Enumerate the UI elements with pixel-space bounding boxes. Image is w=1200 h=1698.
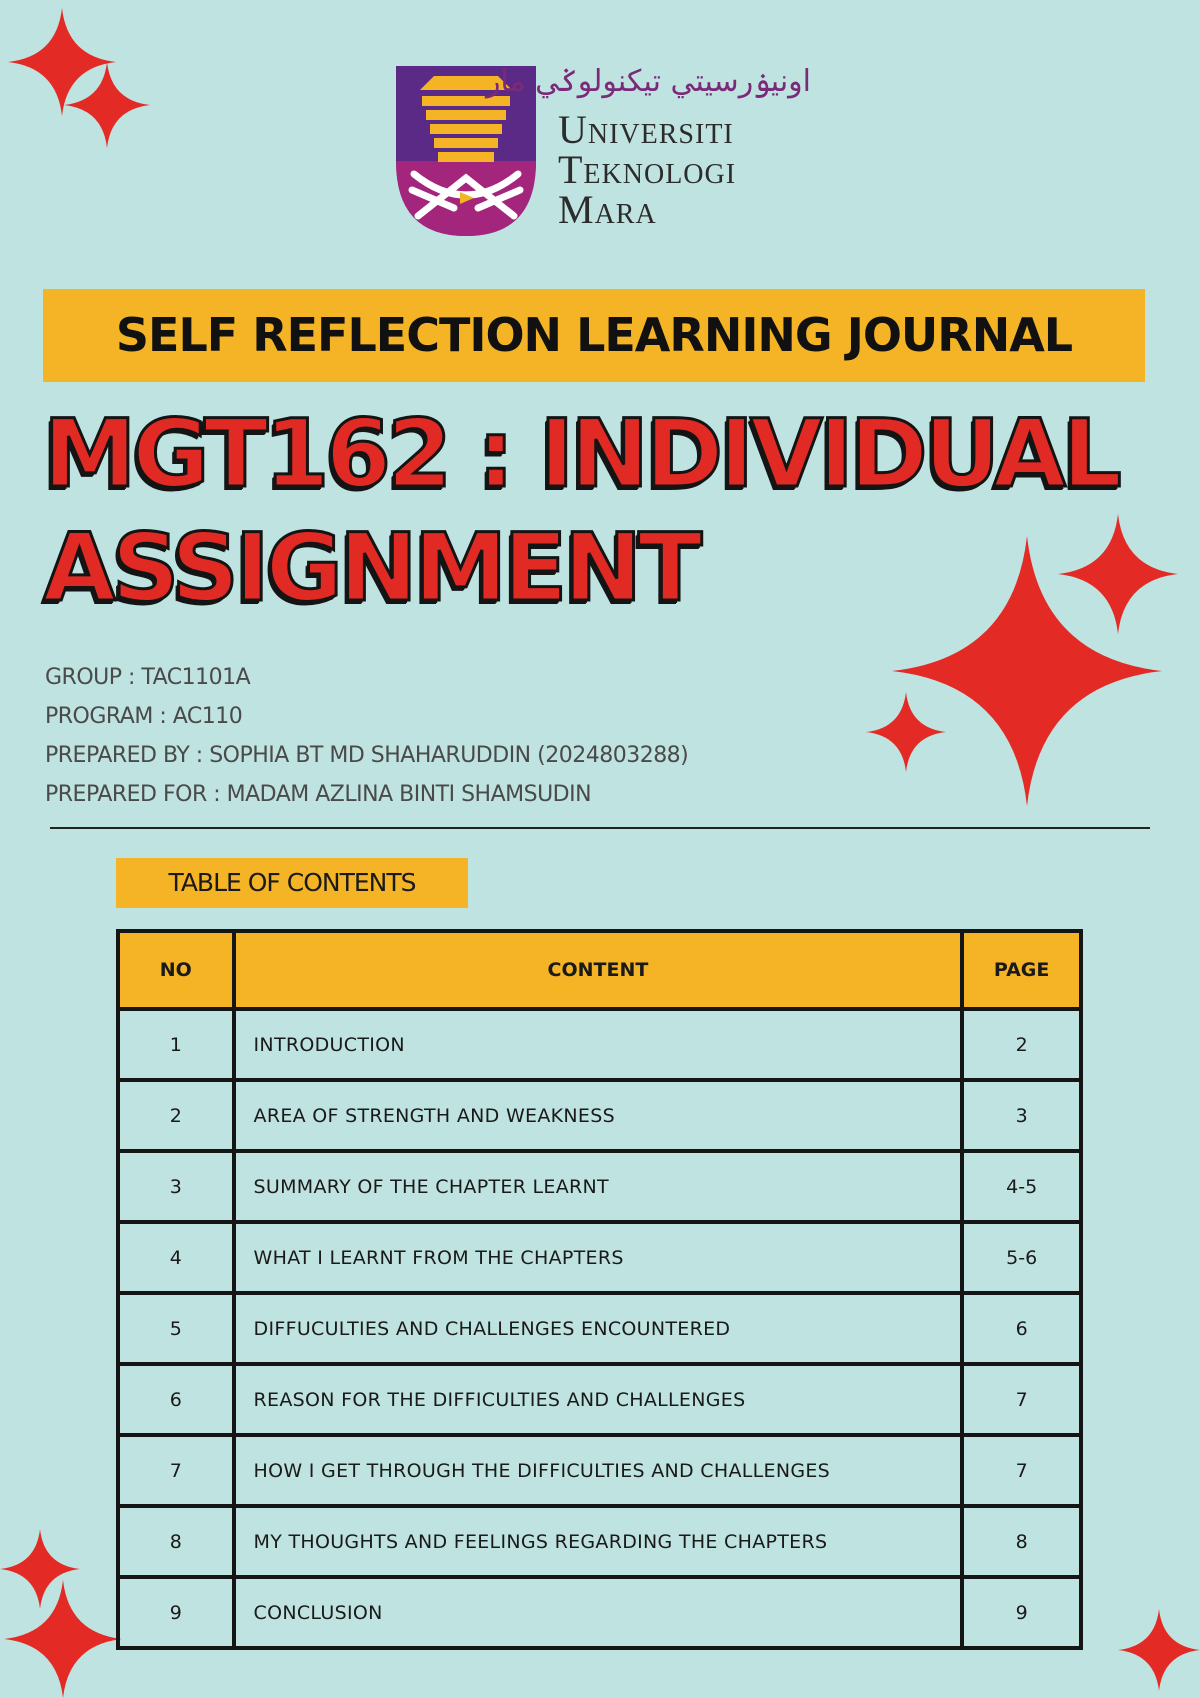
toc-page: 6	[962, 1293, 1081, 1364]
toc-heading	[116, 858, 468, 908]
toc-page: 2	[962, 1009, 1081, 1080]
toc-table	[116, 929, 1083, 1650]
toc-no: 1	[118, 1009, 234, 1080]
university-name-line: Universiti	[558, 107, 734, 152]
university-name-line: Mara	[558, 187, 657, 232]
toc-page: 8	[962, 1506, 1081, 1577]
toc-header-page: PAGE	[962, 931, 1081, 1009]
toc-heading-text: TABLE OF CONTENTS	[168, 868, 416, 897]
sparkle-star-icon	[1118, 1604, 1200, 1696]
toc-content: AREA OF STRENGTH AND WEAKNESS	[234, 1080, 963, 1151]
sparkle-star-icon	[64, 62, 150, 148]
table-row	[118, 1577, 1081, 1648]
main-title-line: ASSIGNMENT	[43, 514, 699, 623]
sparkle-star-icon	[4, 1580, 122, 1698]
table-row	[118, 1080, 1081, 1151]
table-row	[118, 1364, 1081, 1435]
toc-page: 7	[962, 1435, 1081, 1506]
toc-no: 3	[118, 1151, 234, 1222]
toc-page: 7	[962, 1364, 1081, 1435]
university-name-line: Teknologi	[558, 147, 737, 192]
table-row	[118, 1293, 1081, 1364]
toc-header-content: CONTENT	[234, 931, 963, 1009]
assignment-info	[45, 658, 865, 814]
toc-content: CONCLUSION	[234, 1577, 963, 1648]
university-logo	[396, 64, 816, 236]
toc-page: 9	[962, 1577, 1081, 1648]
prepared-by-info: PREPARED BY : SOPHIA BT MD SHAHARUDDIN (2024803288)	[45, 743, 689, 768]
toc-page: 4-5	[962, 1151, 1081, 1222]
program-info: PROGRAM : AC110	[45, 704, 243, 729]
toc-page: 5-6	[962, 1222, 1081, 1293]
group-info: GROUP : TAC1101A	[45, 665, 251, 690]
toc-no: 7	[118, 1435, 234, 1506]
table-row	[118, 1222, 1081, 1293]
toc-content: SUMMARY OF THE CHAPTER LEARNT	[234, 1151, 963, 1222]
table-row	[118, 1151, 1081, 1222]
table-row	[118, 1009, 1081, 1080]
sparkle-star-icon	[866, 692, 946, 772]
toc-no: 4	[118, 1222, 234, 1293]
toc-content: MY THOUGHTS AND FEELINGS REGARDING THE CHAPTERS	[234, 1506, 963, 1577]
toc-no: 5	[118, 1293, 234, 1364]
jawi-script-text: اونيۏرسيتي تيكنولوݢي مار	[485, 64, 811, 99]
toc-content: REASON FOR THE DIFFICULTIES AND CHALLENGES	[234, 1364, 963, 1435]
title-banner	[43, 289, 1145, 382]
university-name	[558, 107, 818, 232]
toc-no: 6	[118, 1364, 234, 1435]
main-title	[43, 398, 1118, 626]
main-title-line: MGT162 : INDIVIDUAL	[43, 400, 1118, 509]
toc-content: DIFFUCULTIES AND CHALLENGES ENCOUNTERED	[234, 1293, 963, 1364]
sparkle-star-icon	[1058, 514, 1178, 634]
toc-no: 2	[118, 1080, 234, 1151]
toc-no: 8	[118, 1506, 234, 1577]
toc-content: WHAT I LEARNT FROM THE CHAPTERS	[234, 1222, 963, 1293]
table-row	[118, 1506, 1081, 1577]
toc-page: 3	[962, 1080, 1081, 1151]
toc-content: HOW I GET THROUGH THE DIFFICULTIES AND CHALLENGES	[234, 1435, 963, 1506]
banner-title: SELF REFLECTION LEARNING JOURNAL	[115, 308, 1073, 362]
divider	[50, 827, 1150, 829]
table-row	[118, 1435, 1081, 1506]
toc-content: INTRODUCTION	[234, 1009, 963, 1080]
toc-header-row	[118, 931, 1081, 1009]
toc-header-no: NO	[118, 931, 234, 1009]
prepared-for-info: PREPARED FOR : MADAM AZLINA BINTI SHAMSUDIN	[45, 782, 592, 807]
toc-no: 9	[118, 1577, 234, 1648]
